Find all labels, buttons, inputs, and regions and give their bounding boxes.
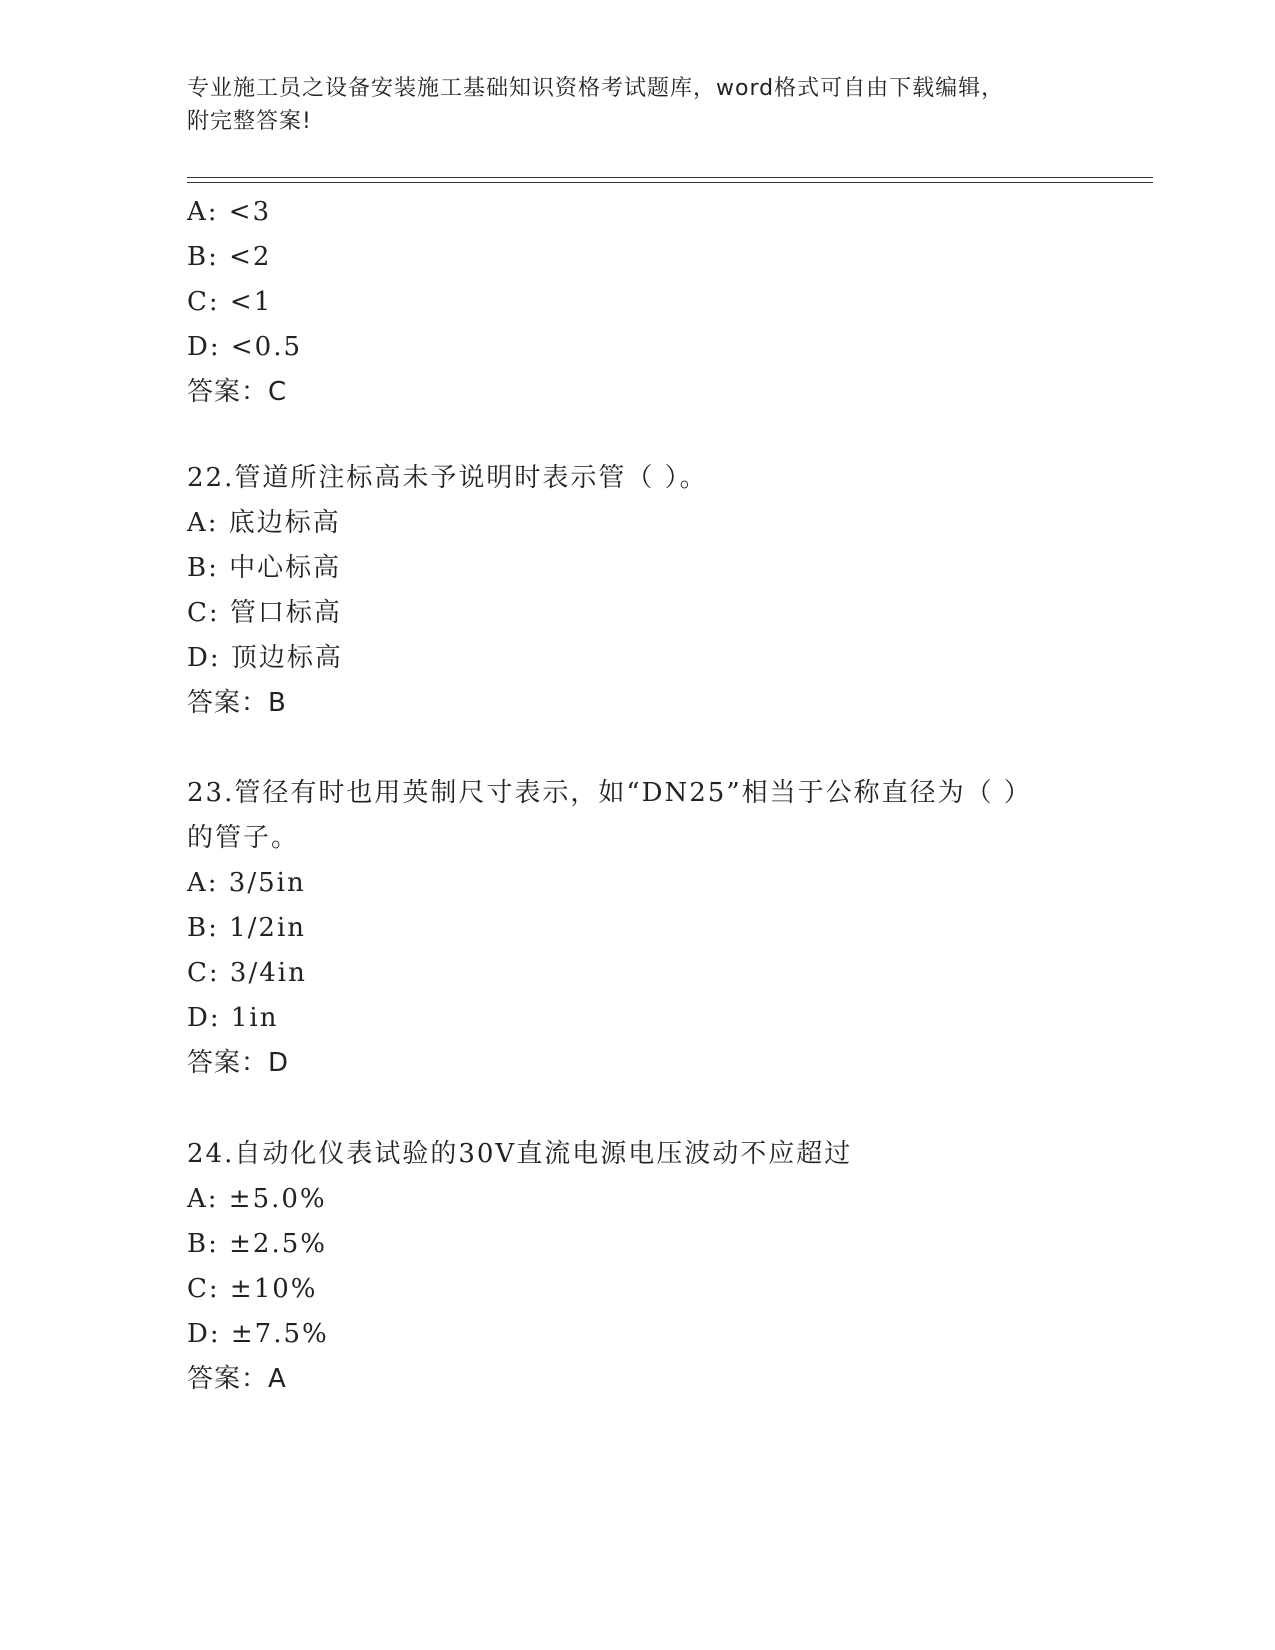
- q23-stem-line-2: 的管子。: [187, 823, 300, 853]
- q21-option-d: D: <0.5: [187, 332, 303, 362]
- q22-option-d: D: 顶边标高: [187, 643, 343, 673]
- q23-option-a: A: 3/5in: [187, 868, 306, 898]
- q24-option-c: C: ±10%: [187, 1274, 318, 1304]
- q23-stem-line-1: 23.管径有时也用英制尺寸表示，如“DN25”相当于公称直径为（ ）: [187, 778, 1032, 808]
- header-divider-bottom: [187, 182, 1153, 183]
- header-line-2: 附完整答案!: [187, 109, 312, 134]
- q24-answer: 答案：A: [187, 1364, 287, 1394]
- q21-option-c: C: <1: [187, 287, 273, 317]
- q22-option-b: B: 中心标高: [187, 553, 342, 583]
- header-divider-top: [187, 177, 1153, 178]
- q23-answer: 答案：D: [187, 1048, 290, 1078]
- q22-option-c: C: 管口标高: [187, 598, 342, 628]
- q21-option-a: A: <3: [187, 197, 272, 227]
- q23-option-b: B: 1/2in: [187, 913, 307, 943]
- q24-option-a: A: ±5.0%: [187, 1184, 327, 1214]
- q23-option-d: D: 1in: [187, 1003, 279, 1033]
- q21-option-b: B: <2: [187, 242, 272, 272]
- q22-stem: 22.管道所注标高未予说明时表示管（ ）。: [187, 463, 708, 493]
- q22-answer: 答案：B: [187, 688, 287, 718]
- q21-answer: 答案：C: [187, 377, 288, 407]
- header-line-1: 专业施工员之设备安装施工基础知识资格考试题库，word格式可自由下载编辑，: [187, 76, 1005, 101]
- q24-stem: 24.自动化仪表试验的30V直流电源电压波动不应超过: [187, 1139, 853, 1169]
- q22-option-a: A: 底边标高: [187, 508, 341, 538]
- document-header: [187, 72, 1107, 138]
- q24-option-d: D: ±7.5%: [187, 1319, 329, 1349]
- q24-option-b: B: ±2.5%: [187, 1229, 327, 1259]
- q23-option-c: C: 3/4in: [187, 958, 307, 988]
